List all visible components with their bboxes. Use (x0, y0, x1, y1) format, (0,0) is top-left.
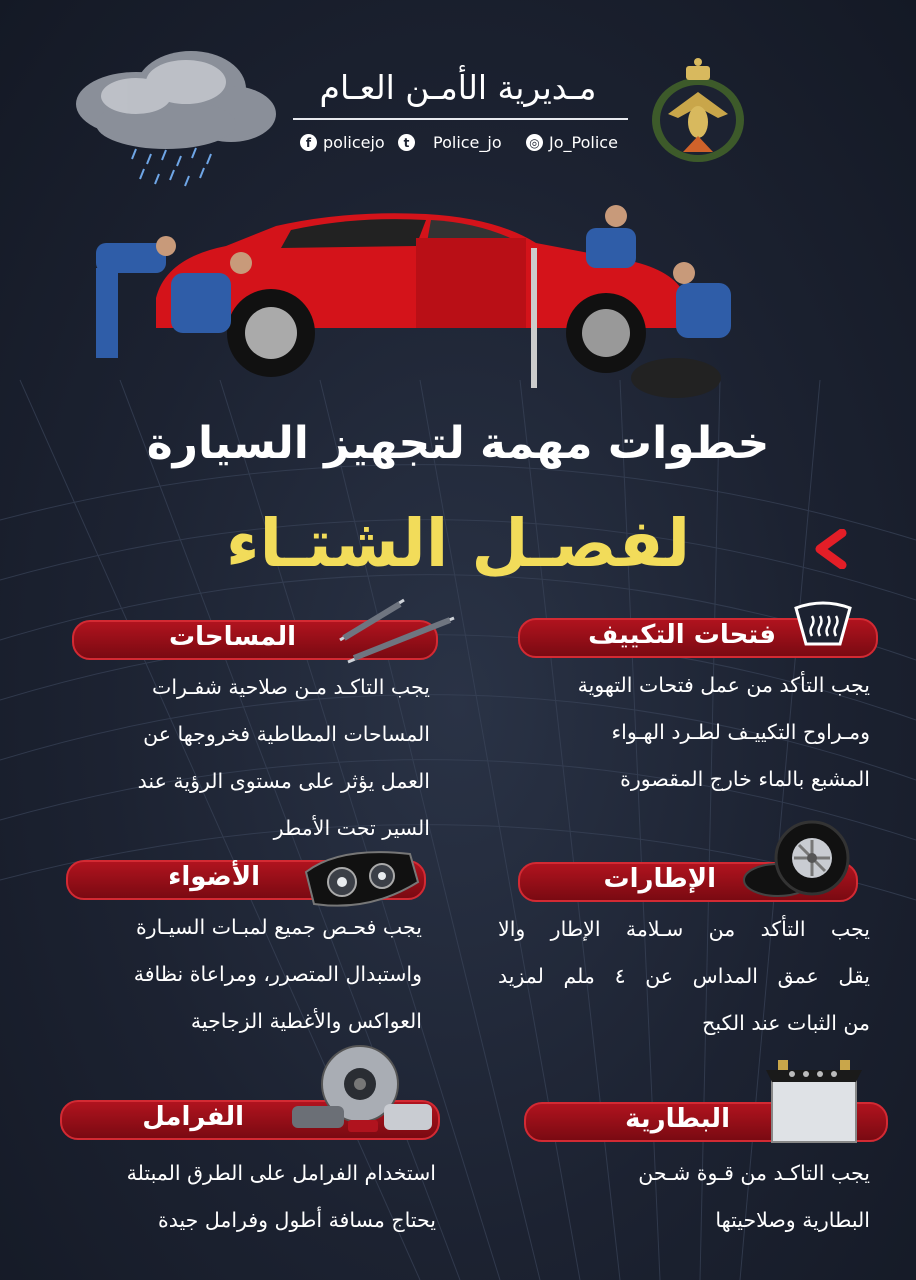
lights-line: يجب فحـص جميع لمبـات السيـارة (135, 915, 422, 939)
social-twitter[interactable] (398, 133, 502, 152)
defroster-icon (790, 598, 856, 650)
header-divider (293, 118, 628, 120)
facebook-handle: policejo (323, 133, 385, 152)
lights-line: العواكس والأغطية الزجاجية (190, 1009, 422, 1033)
twitter-icon: t (398, 134, 415, 151)
social-instagram[interactable] (526, 133, 618, 152)
wipers-text (64, 664, 430, 852)
rain-cloud-illustration (66, 44, 278, 194)
ac-vents-line: ومـراوح التكييـف لطـرد الهـواء (611, 720, 870, 744)
ac-vents-line: المشبع بالماء خارج المقصورة (620, 767, 870, 791)
battery-text (560, 1150, 870, 1244)
social-facebook[interactable] (300, 133, 385, 152)
main-subtitle: لفصـل الشتـاء (225, 505, 691, 582)
ac-vents-title: فتحات التكييف (588, 620, 776, 650)
wipers-line: المساحات المطاطية فخروجها عن (143, 722, 430, 746)
chevron-left-icon (812, 529, 848, 569)
lights-line: واستبدال المتصرر، ومراعاة نظافة (133, 962, 422, 986)
tire-icon (740, 818, 850, 900)
tires-line: من الثبات عند الكبح (702, 1011, 870, 1035)
wiper-blades-icon (334, 596, 460, 666)
lights-text (58, 904, 422, 1045)
brake-disc-icon (288, 1044, 436, 1144)
car-maintenance-illustration (86, 188, 776, 408)
org-name: مـديرية الأمـن العـام (319, 68, 597, 107)
battery-icon (762, 1052, 866, 1148)
tires-text (498, 906, 870, 1047)
brakes-title: الفرامل (142, 1102, 244, 1132)
tires-line: يقل عمق المداس عن ٤ ملم لمزيد (498, 964, 870, 988)
instagram-icon: ◎ (526, 134, 543, 151)
main-title: خطوات مهمة لتجهيز السيارة (146, 418, 770, 469)
facebook-icon: f (300, 134, 317, 151)
battery-title: البطارية (625, 1104, 730, 1134)
wipers-line: السير تحت الأمطر (273, 816, 430, 840)
police-emblem-logo (648, 52, 748, 167)
brakes-line: يحتاج مسافة أطول وفرامل جيدة (157, 1208, 436, 1232)
tires-title: الإطارات (603, 864, 716, 894)
wipers-line: العمل يؤثر على مستوى الرؤية عند (137, 769, 430, 793)
brakes-line: استخدام الفرامل على الطرق المبتلة (126, 1161, 436, 1185)
lights-title: الأضواء (168, 862, 260, 892)
ac-vents-text (498, 662, 870, 803)
wipers-line: يجب التاكـد مـن صلاحية شفـرات (152, 675, 430, 699)
brakes-text (90, 1150, 436, 1244)
instagram-handle: Jo_Police (549, 133, 618, 152)
battery-line: يجب التاكـد من قـوة شـحن (638, 1161, 870, 1185)
battery-line: البطارية وصلاحيتها (715, 1208, 870, 1232)
tires-line: يجب التأكد من سـلامة الإطار والا (498, 917, 870, 941)
wipers-title: المساحات (169, 622, 296, 652)
ac-vents-line: يجب التأكد من عمل فتحات التهوية (577, 673, 870, 697)
twitter-handle: Police_jo (433, 133, 502, 152)
